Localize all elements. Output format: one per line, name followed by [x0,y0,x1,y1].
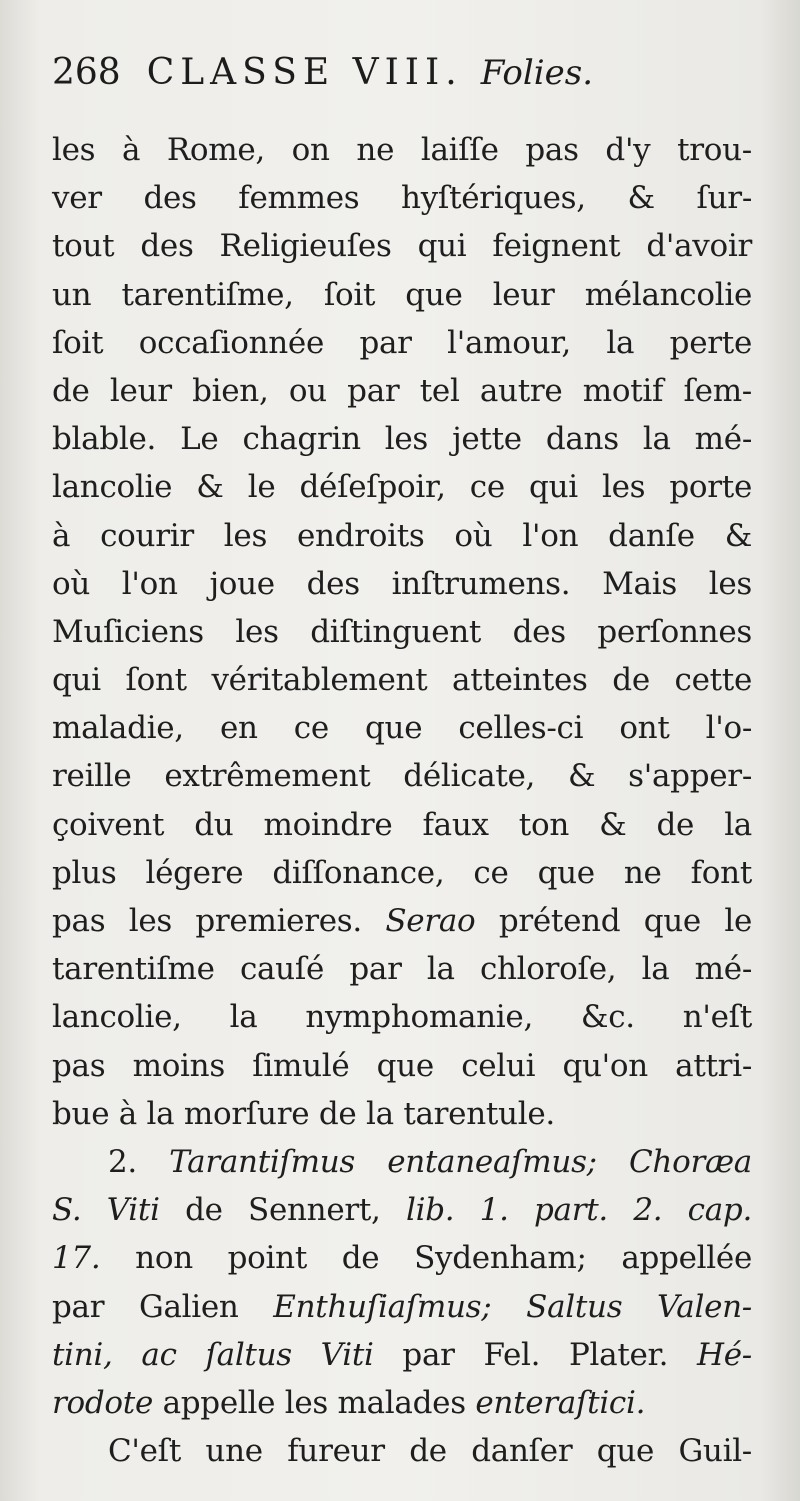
text-line: tout des Religieuſes qui feignent d'avoir [52,228,752,265]
text-line-mixed [52,1331,752,1379]
text-line: plus légere diſſonance, ce que ne font [52,854,752,891]
text-line: çoivent du moindre faux ton & de la [52,806,752,843]
text-line: Muſiciens les diſtinguent des perſonnes [52,613,752,650]
page-number: 268 [52,52,121,93]
text-run: non point de Sydenham; appellée [135,1240,752,1277]
author-name: Hé- [697,1336,752,1373]
text-line: à courir les endroits où l'on danſe & [52,517,752,554]
text-line-mixed [52,1186,752,1234]
text-line: blable. Le chagrin les jette dans la mé- [52,421,752,458]
item-number: 2. [108,1143,137,1180]
text-line-mixed [52,1234,752,1282]
latin-term: Enthuſiaſmus; Saltus Valen- [273,1288,752,1325]
latin-term: S. Viti [52,1192,160,1229]
text-line: bue à la morſure de la tarentule. [52,1095,555,1132]
text-line-mixed [52,1138,752,1186]
text-run: par Galien [52,1288,239,1325]
latin-term: Tarantiſmus entaneaſmus; Choræa [169,1143,752,1180]
text-line: reille extrêmement délicate, & s'apper- [52,758,752,795]
author-name-serao: Serao [385,903,476,939]
section-subtitle: Folies. [480,53,594,93]
text-line: où l'on joue des inſtrumens. Mais les [52,565,752,602]
text-line: de leur bien, ou par tel autre motif ſem- [52,372,752,409]
text-line: lancolie & le déſeſpoir, ce qui les porte [52,469,752,506]
text-run: appelle les malades [162,1384,466,1421]
text-line: ver des femmes hyſtériques, & ſur- [52,180,752,217]
text-run: pas les premieres. [52,903,362,939]
text-line: lancolie, la nymphomanie, &c. n'eſt [52,999,752,1036]
text-run: de Sennert, [185,1192,381,1229]
text-line: qui ſont véritablement atteintes de cette [52,662,752,699]
text-line: un tarentiſme, ſoit que leur mélancolie [52,276,752,313]
text-line-mixed [52,1379,752,1427]
text-line: ſoit occaſionnée par l'amour, la perte [52,324,752,361]
citation: lib. 1. part. 2. cap. [405,1192,753,1229]
citation: 17. [52,1240,101,1277]
text-line: tarentiſme cauſé par la chloroſe, la mé- [52,951,752,988]
author-name: rodote [52,1384,153,1421]
text-line-mixed [52,1283,752,1331]
latin-term: tini, ac ſaltus Viti [52,1336,374,1373]
text-line: pas moins ſimulé que celui qu'on attri- [52,1047,752,1084]
latin-term: enteraſtici. [475,1384,646,1421]
text-line: les à Rome, on ne laiſſe pas d'y trou- [52,132,752,168]
page-body [52,126,752,1475]
text-line-mixed [52,897,752,945]
text-run: par Fel. Plater. [402,1336,669,1373]
running-header [52,52,752,112]
text-run: prétend que le [498,903,753,939]
chapter-heading: CLASSE VIII. [146,52,463,93]
text-line: maladie, en ce que celles-ci ont l'o- [52,710,752,747]
text-line: C'eſt une fureur de danſer que Guil- [108,1433,752,1470]
